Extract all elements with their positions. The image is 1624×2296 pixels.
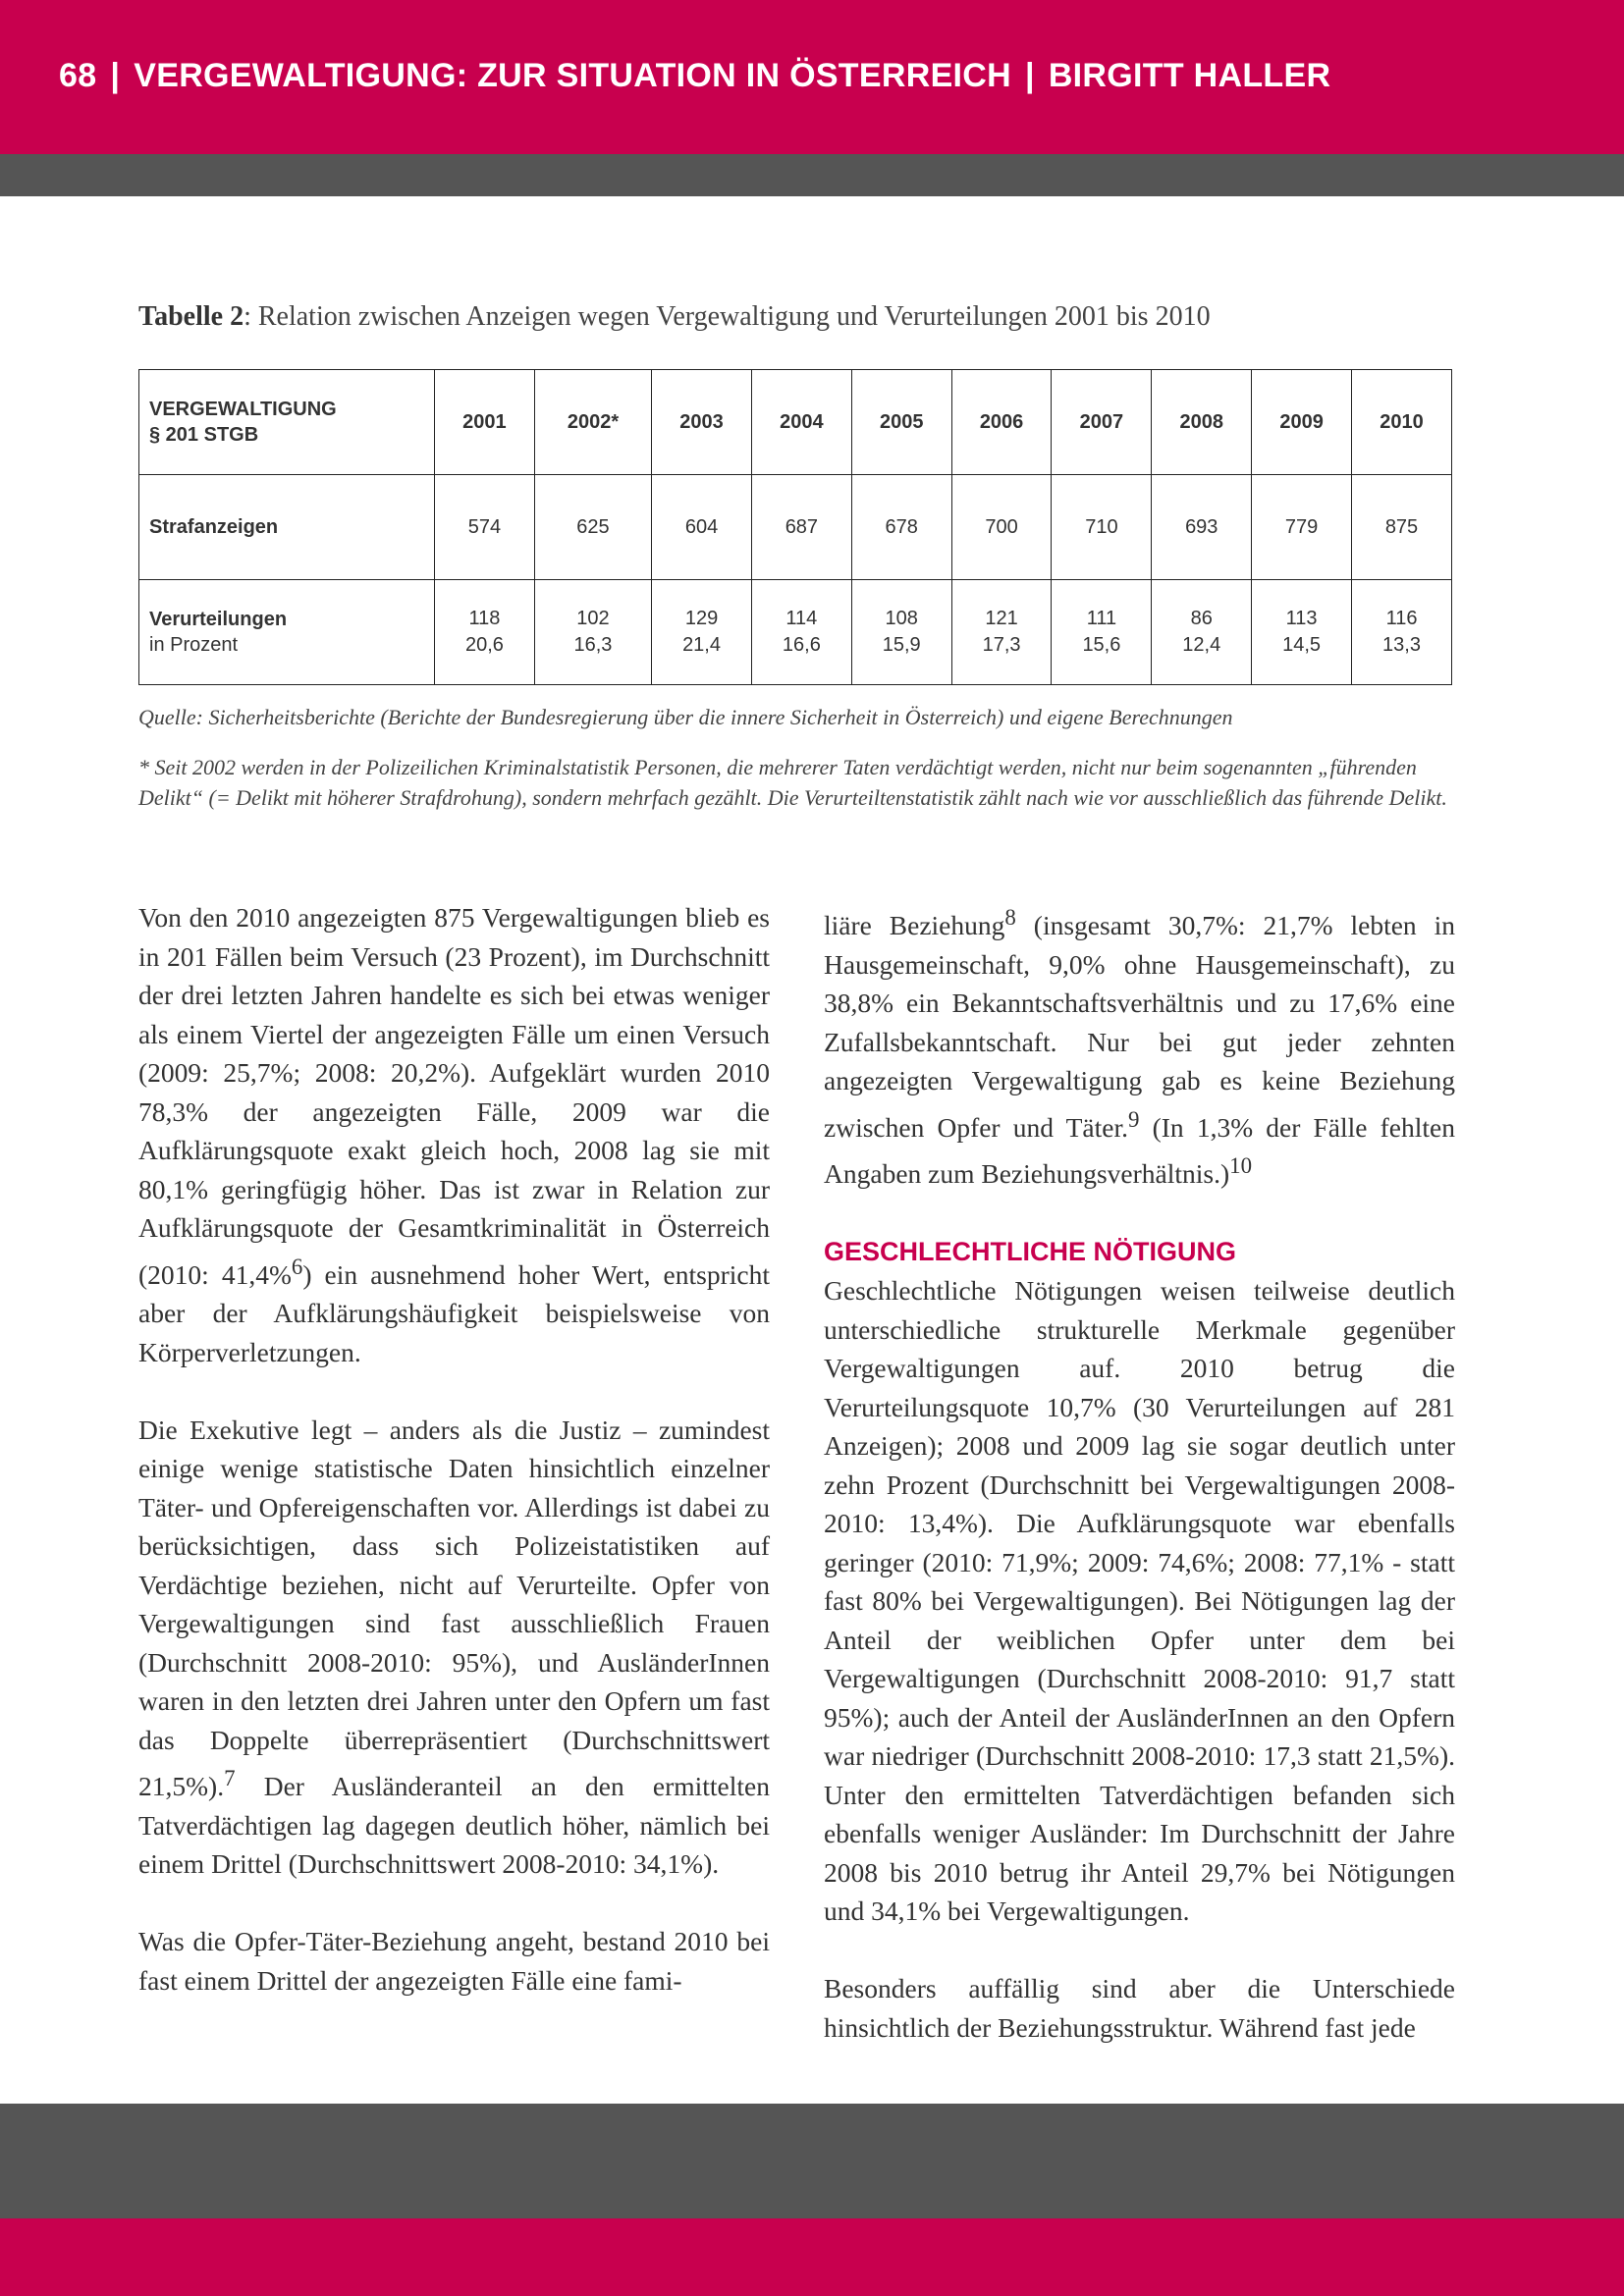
table-caption (138, 301, 1211, 333)
table-cell: 111 15,6 (1052, 580, 1152, 685)
footnote-ref: 9 (1128, 1106, 1140, 1132)
table-cell: 116 13,3 (1352, 580, 1452, 685)
table-cell: 710 (1052, 475, 1152, 580)
header-separator: | (1025, 57, 1035, 94)
year-header: 2001 (435, 370, 535, 475)
table-row-verurteilungen (139, 580, 1452, 685)
paragraph: Geschlechtliche Nötigungen weisen teilweise deutlich unterschiedliche strukturelle Merkmale gegenüber Vergewaltigungen auf. 2010 betrug die Verurteilungsquote 10,7% (30 Verurteilungen auf 281 Anzeigen); 2008 und 2009 lag sie sogar deutlich unter zehn Prozent (Durchschnitt bei Vergewaltigungen 2008-2010: 13,4%). Die Aufklärungsquote war ebenfalls geringer (2010: 71,9%; 2009: 74,6%; 2008: 77,1% - statt fast 80% bei Vergewaltigungen). Bei Nötigungen lag der Anteil der weiblichen Opfer unter dem bei Vergewaltigungen (Durchschnitt 2008-2010: 91,7 statt 95%); auch der Anteil der AusländerInnen an den Opfern war niedriger (Durchschnitt 2008-2010: 17,3 statt 21,5%). Unter den ermittelten Tatverdächtigen befanden sich ebenfalls weniger Ausländer: Im Durchschnitt der Jahre 2008 bis 2010 betrug ihr Anteil 29,7% bei Nötigungen und 34,1% bei Vergewaltigungen. (824, 1275, 1455, 1927)
table-caption-label: Tabelle 2 (138, 301, 244, 332)
body-column-left (138, 898, 770, 2039)
table-cell: 779 (1252, 475, 1352, 580)
table-cell: 693 (1152, 475, 1252, 580)
running-header (59, 57, 1330, 95)
table-cell: 625 (534, 475, 651, 580)
statistics-table (138, 369, 1452, 685)
table-cell: 700 (951, 475, 1052, 580)
table-source: Quelle: Sicherheitsberichte (Berichte der Bundesregierung über die innere Sicherheit in Österreich) und eigene Berechnungen (138, 705, 1233, 729)
footnote-ref: 6 (291, 1254, 303, 1279)
paragraph: liäre Beziehung$^8$ (insgesamt 30,7%: 21,7% lebten in Hausgemeinschaft, 9,0% ohne Hausgemeinschaft), zu 38,8% ein Bekanntschaftsverhältnis und zu 17,6% eine Zufallsbekanntschaft. Nur bei gut jeder zehnten angezeigten Vergewaltigung gab es keine Beziehung zwischen Opfer und Täter.$^9$ (In 1,3% der Fälle fehlten Angaben zum Beziehungsverhältnis.)$^{10}$ (824, 905, 1456, 1190)
table-cell: 121 17,3 (951, 580, 1052, 685)
header-gray-band (0, 154, 1624, 196)
body-column-right (824, 898, 1455, 2086)
section-heading: GESCHLECHTLICHE NÖTIGUNG (824, 1237, 1237, 1267)
table-row-strafanzeigen (139, 475, 1452, 580)
row-label: Verurteilungen in Prozent (139, 580, 435, 685)
table-cell: 86 12,4 (1152, 580, 1252, 685)
table-corner-header: VERGEWALTIGUNG § 201 STGB (139, 370, 435, 475)
footnote-ref: 8 (1004, 905, 1016, 930)
header-author: BIRGITT HALLER (1048, 57, 1331, 94)
year-header: 2009 (1252, 370, 1352, 475)
table-cell: 113 14,5 (1252, 580, 1352, 685)
year-header: 2008 (1152, 370, 1252, 475)
year-header: 2010 (1352, 370, 1452, 475)
footnote-ref: 10 (1229, 1153, 1253, 1179)
year-header: 2007 (1052, 370, 1152, 475)
table-header-row (139, 370, 1452, 475)
table-footnote: * Seit 2002 werden in der Polizeilichen Kriminalstatistik Personen, die mehrerer Taten verdächtigt werden, nicht nur beim sogenannten „führenden Delikt“ (= Delikt mit höherer Strafdrohung), sondern mehrfach gezählt. Die Verurteiltenstatistik zählt nach wie vor ausschließlich das führende Delikt. (138, 755, 1447, 810)
paragraph: Die Exekutive legt – anders als die Justiz – zumindest einige wenige statistische Daten hinsichtlich einzelner Täter- und Opfereigenschaften vor. Allerdings ist dabei zu berücksichtigen, dass sich Polizeistatistiken auf Verdächtige beziehen, nicht auf Verurteilte. Opfer von Vergewaltigungen sind fast ausschließlich Frauen (Durchschnitt 2008-2010: 95%), und AusländerInnen waren in den letzten drei Jahren unter den Opfern um fast das Doppelte überrepräsentiert (Durchschnittswert 21,5%).$^7$ Der Ausländeranteil an den ermittelten Tatverdächtigen lag dagegen deutlich höher, nämlich bei einem Drittel (Durchschnittswert 2008-2010: 34,1%). (138, 1414, 770, 1880)
footer-gray-band (0, 2104, 1624, 2218)
year-header: 2003 (652, 370, 752, 475)
table-cell: 129 21,4 (652, 580, 752, 685)
table-cell: 102 16,3 (534, 580, 651, 685)
table-cell: 114 16,6 (751, 580, 851, 685)
table-cell: 875 (1352, 475, 1452, 580)
table-cell: 574 (435, 475, 535, 580)
table-cell: 678 (851, 475, 951, 580)
year-header: 2006 (951, 370, 1052, 475)
header-separator: | (110, 57, 121, 94)
table-caption-text: : Relation zwischen Anzeigen wegen Vergewaltigung und Verurteilungen 2001 bis 2010 (244, 301, 1211, 332)
paragraph: Von den 2010 angezeigten 875 Vergewaltigungen blieb es in 201 Fällen beim Versuch (23 Prozent), im Durchschnitt der drei letzten Jahren handelte es sich bei etwas weniger als einem Viertel der angezeigten Fälle um einen Versuch (2009: 25,7%; 2008: 20,2%). Aufgeklärt wurden 2010 78,3% der angezeigten Fälle, 2009 war die Aufklärungsquote exakt gleich hoch, 2008 lag sie mit 80,1% geringfügig höher. Das ist zwar in Relation zur Aufklärungsquote der Gesamtkriminalität in Österreich (2010: 41,4%$^6$) ein ausnehmend hoher Wert, entspricht aber der Aufklärungshäufigkeit beispielsweise von Körperverletzungen. (138, 902, 770, 1367)
header-title: VERGEWALTIGUNG: ZUR SITUATION IN ÖSTERREICH (134, 57, 1011, 94)
table-cell: 687 (751, 475, 851, 580)
table-cell: 604 (652, 475, 752, 580)
table-cell: 118 20,6 (435, 580, 535, 685)
table-cell: 108 15,9 (851, 580, 951, 685)
page-number: 68 (59, 57, 97, 94)
year-header: 2005 (851, 370, 951, 475)
year-header: 2002* (534, 370, 651, 475)
year-header: 2004 (751, 370, 851, 475)
paragraph: Besonders auffällig sind aber die Unterschiede hinsichtlich der Beziehungsstruktur. Während fast jede (824, 1973, 1455, 2043)
footnote-ref: 7 (224, 1766, 236, 1791)
row-label: Strafanzeigen (139, 475, 435, 580)
paragraph: Was die Opfer-Täter-Beziehung angeht, bestand 2010 bei fast einem Drittel der angezeigten Fälle eine fami- (138, 1926, 770, 1996)
footer-band (0, 2218, 1624, 2296)
